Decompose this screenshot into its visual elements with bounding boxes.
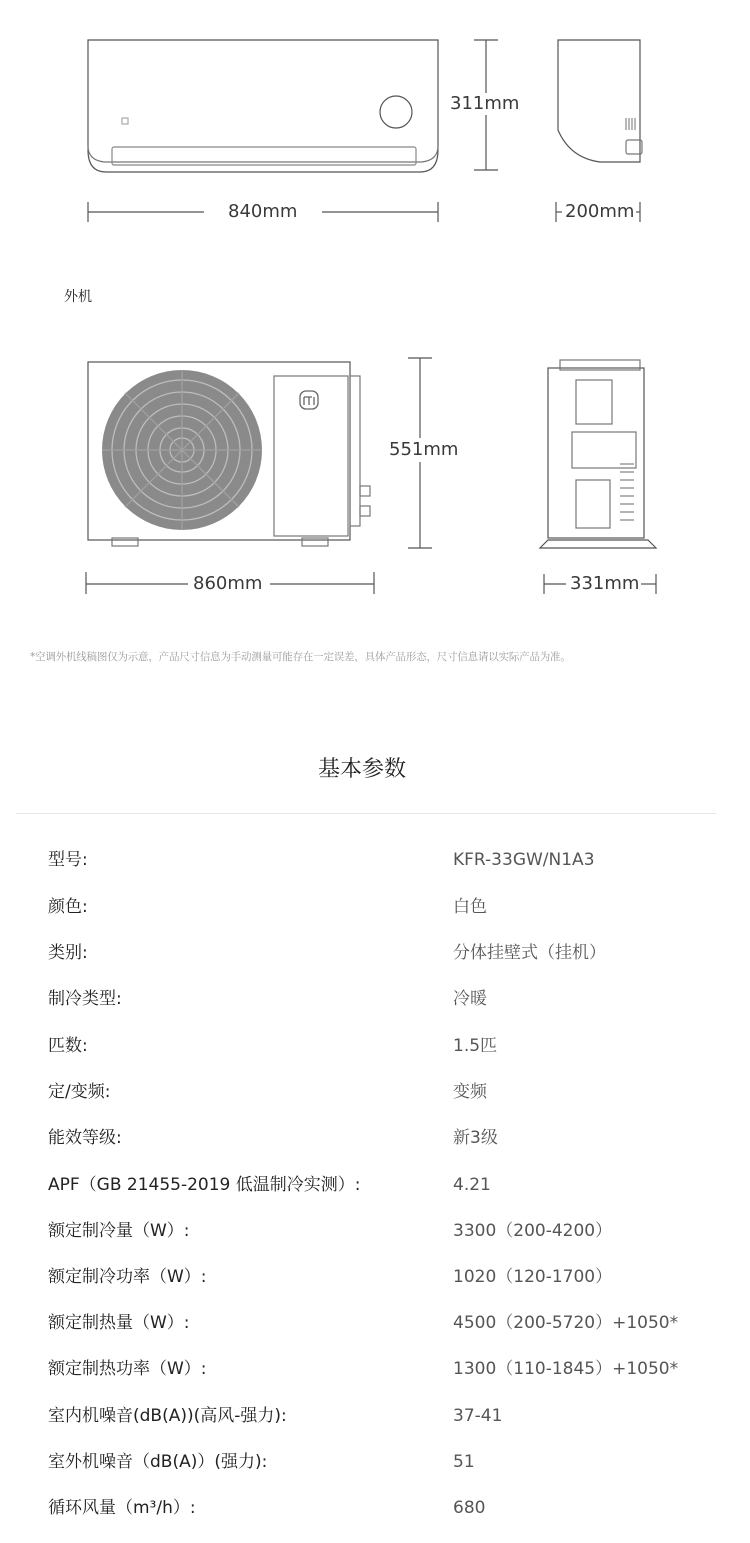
spec-value: 新3级: [453, 1128, 498, 1148]
outdoor-width-label: 860mm: [193, 573, 263, 594]
spec-label: 型号:: [48, 850, 88, 870]
indoor-depth-label: 200mm: [565, 201, 635, 222]
indoor-unit-side-drawing: [558, 40, 642, 162]
product-drawings: [0, 0, 750, 640]
spec-label: 循环风量（m³/h）:: [48, 1498, 196, 1518]
outdoor-depth-label: 331mm: [570, 573, 640, 594]
spec-row: [0, 845, 750, 875]
spec-value: 3300（200-4200）: [453, 1221, 613, 1241]
outdoor-height-label: 551mm: [389, 439, 459, 460]
spec-label: 室内机噪音(dB(A))(高风-强力):: [48, 1406, 287, 1426]
spec-value: 680: [453, 1498, 486, 1518]
spec-value: 37-41: [453, 1406, 503, 1426]
spec-label: 类别:: [48, 943, 88, 963]
spec-value: 4500（200-5720）+1050*: [453, 1313, 679, 1333]
divider: [16, 813, 716, 814]
spec-label: 制冷类型:: [48, 989, 122, 1009]
spec-row: [0, 1216, 750, 1246]
spec-label: 额定制冷量（W）:: [48, 1221, 190, 1241]
spec-label: 额定制热功率（W）:: [48, 1359, 207, 1379]
spec-row: [0, 1308, 750, 1338]
spec-row: [0, 1123, 750, 1153]
indoor-height-label: 311mm: [450, 93, 520, 114]
spec-row: [0, 1447, 750, 1477]
spec-row: [0, 892, 750, 922]
spec-label: 室外机噪音（dB(A)）(强力):: [48, 1452, 268, 1472]
spec-row: [0, 984, 750, 1014]
spec-row: [0, 1170, 750, 1200]
spec-label: 匹数:: [48, 1036, 88, 1056]
disclaimer-note: *空调外机线稿图仅为示意，产品尺寸信息为手动测量可能存在一定误差，具体产品形态，尺寸信息请以实际产品为准。: [30, 651, 571, 663]
spec-row: [0, 1354, 750, 1384]
spec-value: 白色: [453, 897, 487, 917]
spec-label: 额定制冷功率（W）:: [48, 1267, 207, 1287]
spec-value: 1300（110-1845）+1050*: [453, 1359, 679, 1379]
spec-label: 颜色:: [48, 897, 88, 917]
spec-value: 4.21: [453, 1175, 491, 1195]
spec-label: APF（GB 21455-2019 低温制冷实测）:: [48, 1175, 361, 1195]
spec-value: 变频: [453, 1082, 487, 1102]
indoor-width-label: 840mm: [228, 201, 298, 222]
specs-title: 基本参数: [317, 757, 406, 782]
spec-value: 1020（120-1700）: [453, 1267, 613, 1287]
spec-label: 能效等级:: [48, 1128, 122, 1148]
spec-value: 51: [453, 1452, 475, 1472]
outdoor-unit-side-drawing: [540, 360, 656, 548]
outdoor-unit-label: 外机: [64, 289, 92, 305]
spec-row: [0, 1031, 750, 1061]
spec-value: 1.5匹: [453, 1036, 498, 1056]
spec-value: 分体挂壁式（挂机）: [453, 943, 606, 963]
spec-value: KFR-33GW/N1A3: [453, 850, 595, 870]
spec-row: [0, 1262, 750, 1292]
fan-grille-icon: [102, 370, 262, 530]
spec-value: 冷暖: [453, 989, 487, 1009]
spec-row: [0, 938, 750, 968]
spec-row: [0, 1493, 750, 1523]
spec-label: 定/变频:: [48, 1082, 111, 1102]
indoor-unit-front-drawing: [88, 40, 438, 172]
spec-label: 额定制热量（W）:: [48, 1313, 190, 1333]
mi-logo-icon: [300, 391, 318, 409]
spec-row: [0, 1077, 750, 1107]
spec-row: [0, 1401, 750, 1431]
